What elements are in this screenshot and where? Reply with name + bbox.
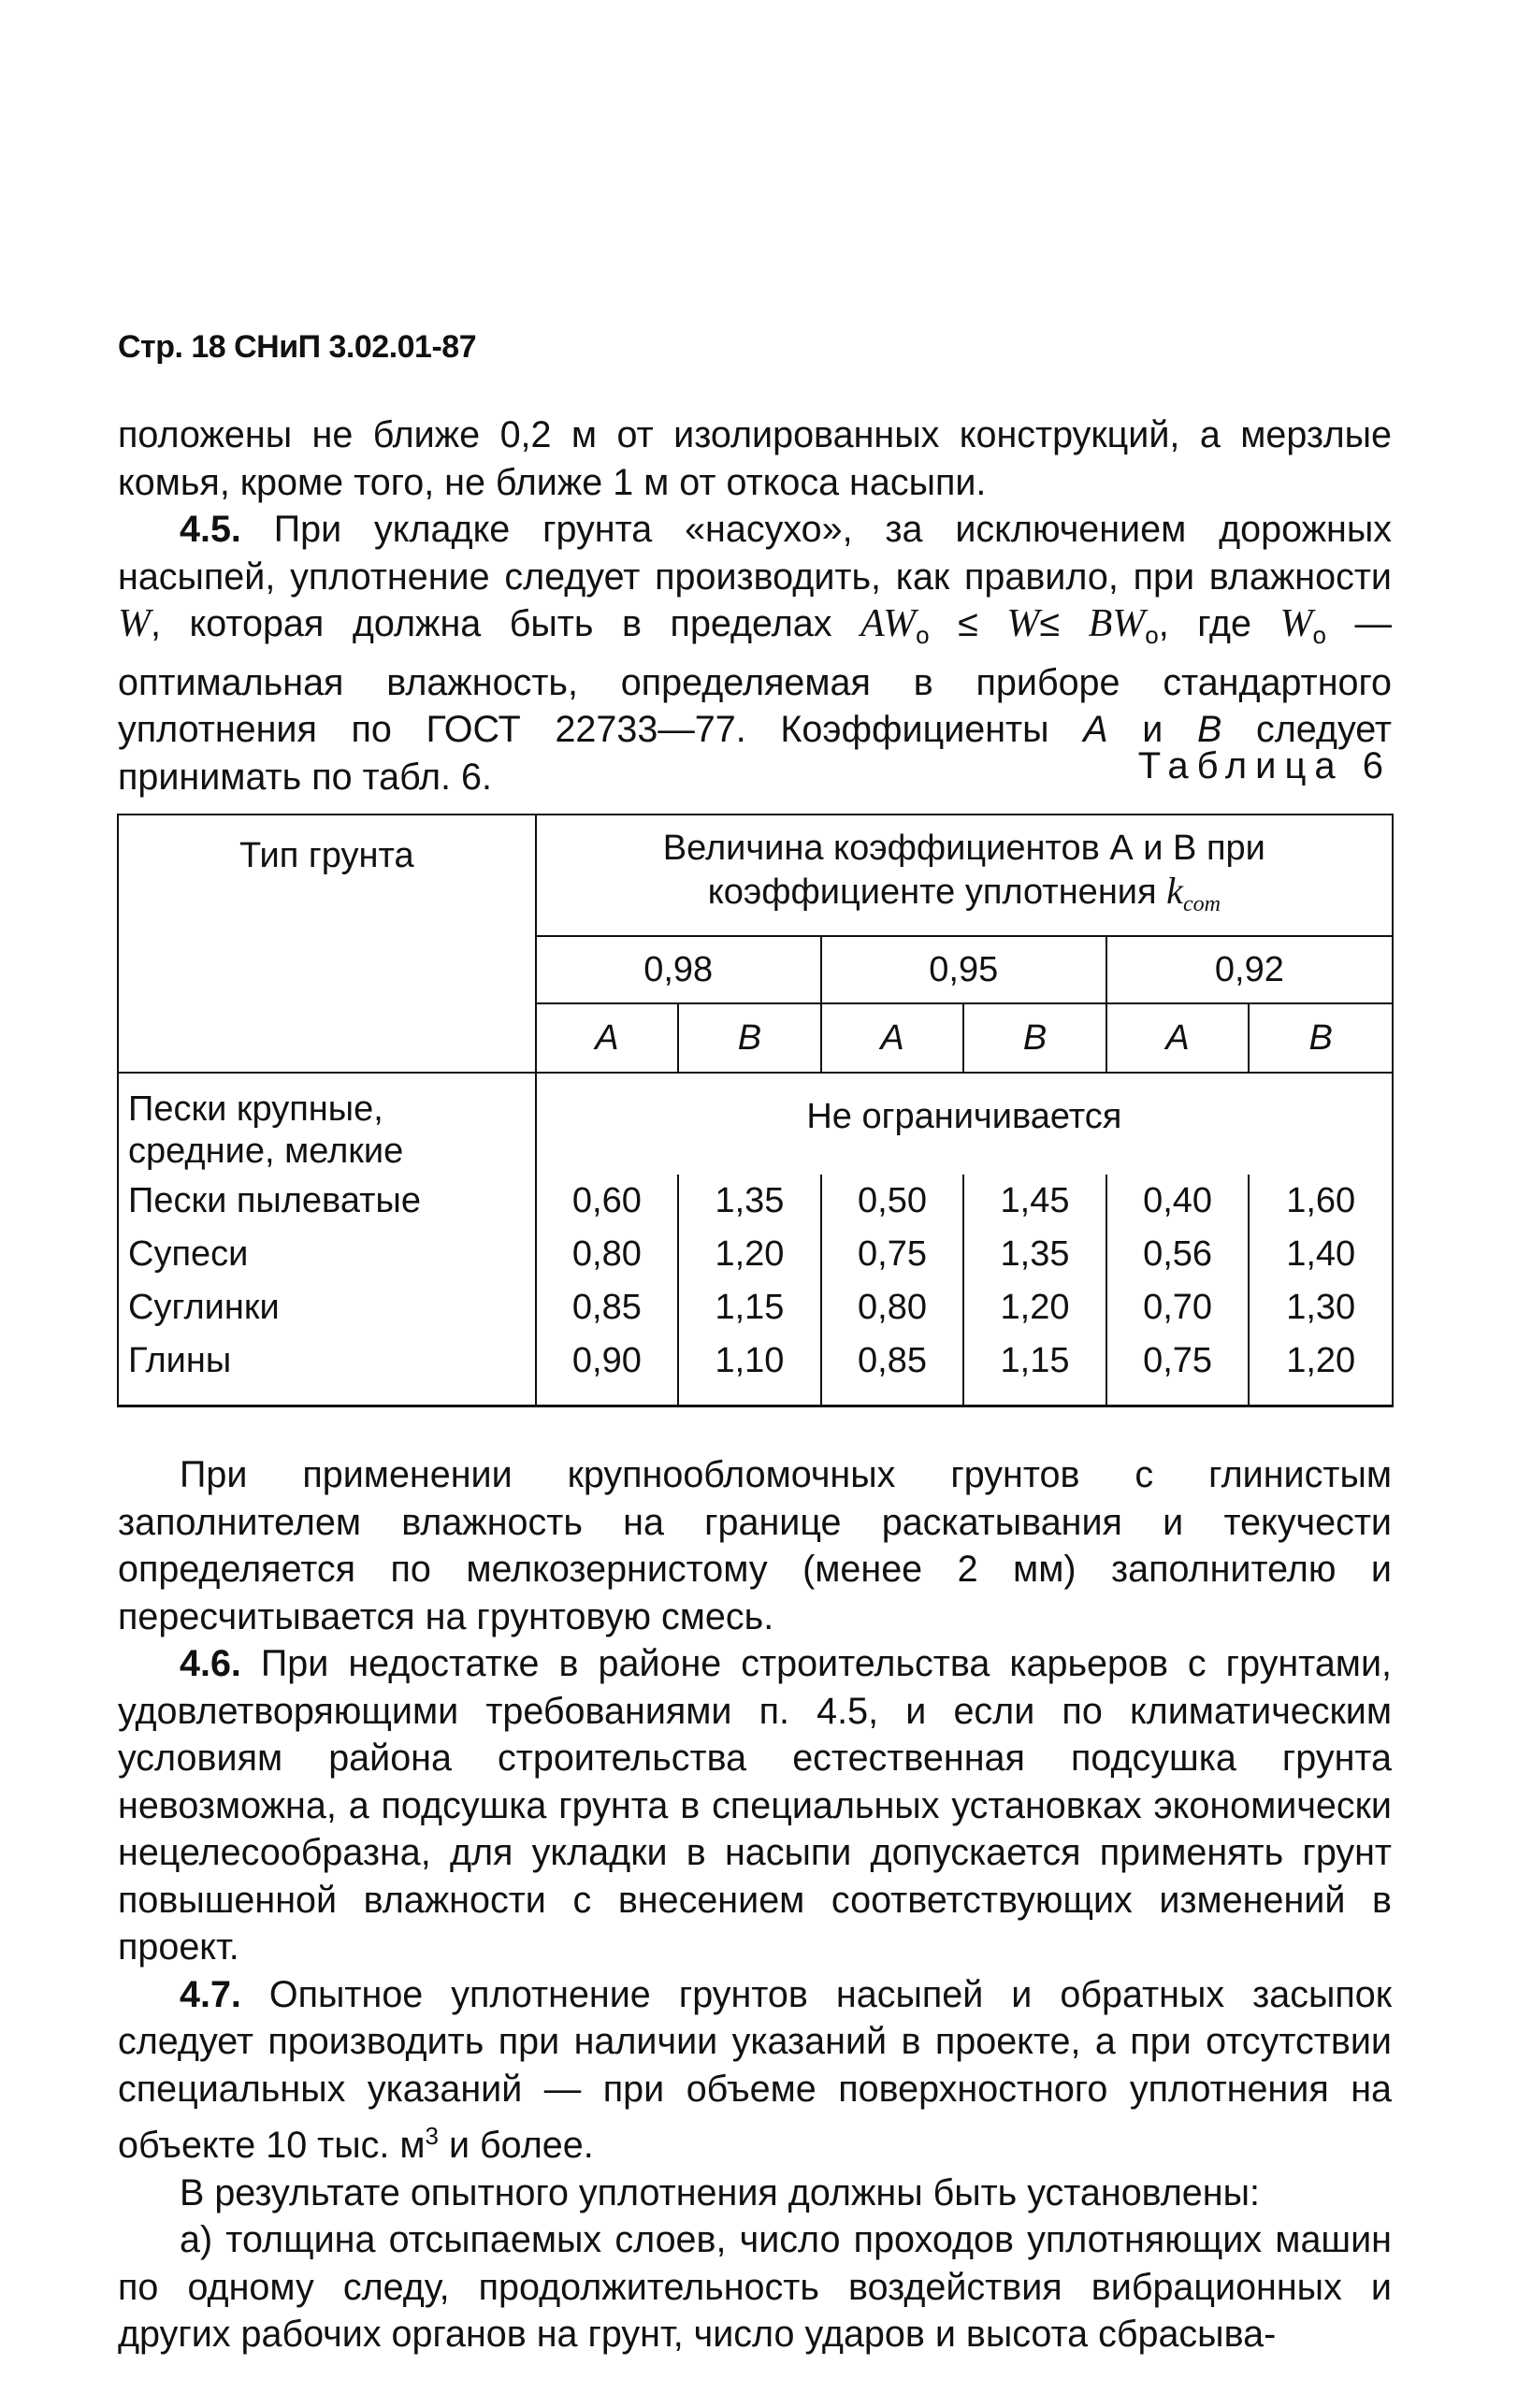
symbol-w: W [1006,602,1040,645]
clause-text: , которая должна быть в пределах [151,603,861,644]
table-row [118,1228,1393,1281]
clause-text: и более. [438,2125,594,2166]
paragraph-results: В результате опытного уплотнения должны быть установлены: [180,2171,1260,2213]
clause-text: , где [1158,603,1280,644]
k-com-symbol [1166,870,1221,916]
cell-value: 0,80 [821,1281,964,1334]
cell-value: 1,20 [1249,1334,1393,1388]
cell-value: 0,80 [536,1228,679,1281]
cell-value: 1,10 [678,1334,821,1388]
cell-value: 1,40 [1249,1228,1393,1281]
clause-text: При укладке грунта «насухо», за исключением дорожных насыпей, уплотнение следует производить, как правило, при влажности [118,509,1392,598]
page-header: Стр. 18 СНиП 3.02.01-87 [118,329,477,365]
clause-text: и [1107,709,1197,750]
header-a: A [536,1003,679,1073]
symbol-w: W [1279,602,1313,645]
text-block-bottom [118,1451,1392,2358]
header-b: B [678,1003,821,1073]
cell-value: 0,60 [536,1175,679,1228]
paragraph-continuation: положены не ближе 0,2 м от изолированных конструкций, а мерзлые комья, кроме того, не ближе 1 м от откоса насыпи. [118,414,1392,503]
cell-value: 1,20 [963,1281,1106,1334]
cell-value: 0,90 [536,1334,679,1388]
header-density-098: 0,98 [536,936,821,1003]
table-row [118,1281,1393,1334]
operator: ≤ [1039,603,1089,644]
table-6 [117,814,1394,1407]
header-soil-type: Тип грунта [118,815,536,1073]
cell-value: 0,75 [821,1228,964,1281]
table-row [118,1334,1393,1388]
cell-value: 0,40 [1106,1175,1250,1228]
k-subscript: com [1182,892,1221,916]
k-letter: k [1166,870,1183,912]
clause-text: — оптимальная влажность, определяемая в приборе стандартного уплотнения по ГОСТ 22733—77. Коэффициенты [118,603,1392,750]
header-b: B [963,1003,1106,1073]
cell-value: 1,60 [1249,1175,1393,1228]
paragraph-coarse-soils: При применении крупнообломочных грунтов с глинистым заполнителем влажность на границе раскатывания и текучести определяется по мелкозернистому (менее 2 мм) заполнителю и пересчитывается на грунтовую смесь. [118,1454,1392,1637]
cell-value: 1,15 [678,1281,821,1334]
cell-value: 0,75 [1106,1334,1250,1388]
row-name: Глины [118,1334,536,1388]
cell-value: 0,85 [821,1334,964,1388]
row-name: Пески крупные, средние, мелкие [118,1073,536,1175]
cell-value: 1,15 [963,1334,1106,1388]
superscript: 3 [425,2122,439,2150]
row-unlimited-value: Не ограничивается [536,1073,1393,1175]
symbol-a: А [1083,709,1108,750]
table-row [118,1175,1393,1228]
clause-text: Опытное уплотнение грунтов насыпей и обратных засыпок следует производить при наличии указаний в проекте, а при отсутствии специальных указаний — при объеме поверхностного уплотнения на объекте 10 тыс. м [118,1973,1392,2166]
clause-4-7 [118,1971,1392,2170]
subscript: o [916,621,930,649]
clause-text: следует принимать по табл. 6. [118,709,1392,798]
row-name: Пески пылеватые [118,1175,536,1228]
clause-number: 4.6. [180,1643,241,1684]
subscript: o [1145,621,1159,649]
cell-value: 0,56 [1106,1228,1250,1281]
table-bottom-border [118,1388,1393,1406]
header-coefficients [536,815,1393,936]
list-item-a: а) толщина отсыпаемых слоев, число проходов уплотняющих машин по одному следу, продолжительность воздействия вибрационных и других рабочих органов на грунт, число ударов и высота сбрасыва- [118,2219,1392,2355]
clause-number: 4.7. [180,1973,241,2015]
row-name: Суглинки [118,1281,536,1334]
cell-value: 1,30 [1249,1281,1393,1334]
symbol-aw: AW [860,602,917,645]
header-coefficients-text: Величина коэффициентов А и В при коэффициенте уплотнения [662,829,1265,912]
symbol-b: В [1196,709,1222,750]
text-block-top [118,411,1392,800]
cell-value: 0,85 [536,1281,679,1334]
subscript: o [1312,621,1326,649]
symbol-w: W [118,602,151,645]
header-density-092: 0,92 [1106,936,1393,1003]
table-caption: Таблица 6 [1137,745,1392,786]
cell-value: 0,70 [1106,1281,1250,1334]
cell-value: 1,45 [963,1175,1106,1228]
cell-value: 1,35 [963,1228,1106,1281]
cell-value: 0,50 [821,1175,964,1228]
operator: ≤ [929,603,1007,644]
header-a: A [1106,1003,1250,1073]
row-name: Супеси [118,1228,536,1281]
clause-number: 4.5. [180,509,241,550]
header-a: A [821,1003,964,1073]
cell-value: 1,35 [678,1175,821,1228]
header-b: B [1249,1003,1393,1073]
clause-4-6 [118,1640,1392,1971]
table-row [118,1073,1393,1175]
symbol-bw: BW [1088,602,1146,645]
cell-value: 1,20 [678,1228,821,1281]
header-density-095: 0,95 [821,936,1106,1003]
clause-text: При недостатке в районе строительства карьеров с грунтами, удовлетворяющими требованиями п. 4.5, и если по климатическим условиям района строительства естественная подсушка грунта невозможна, а подсушка грунта в специальных установках экономически нецелесообразна, для укладки в насыпи допускается применять грунт повышенной влажности с внесением соответствующих изменений в проект. [118,1643,1392,1968]
